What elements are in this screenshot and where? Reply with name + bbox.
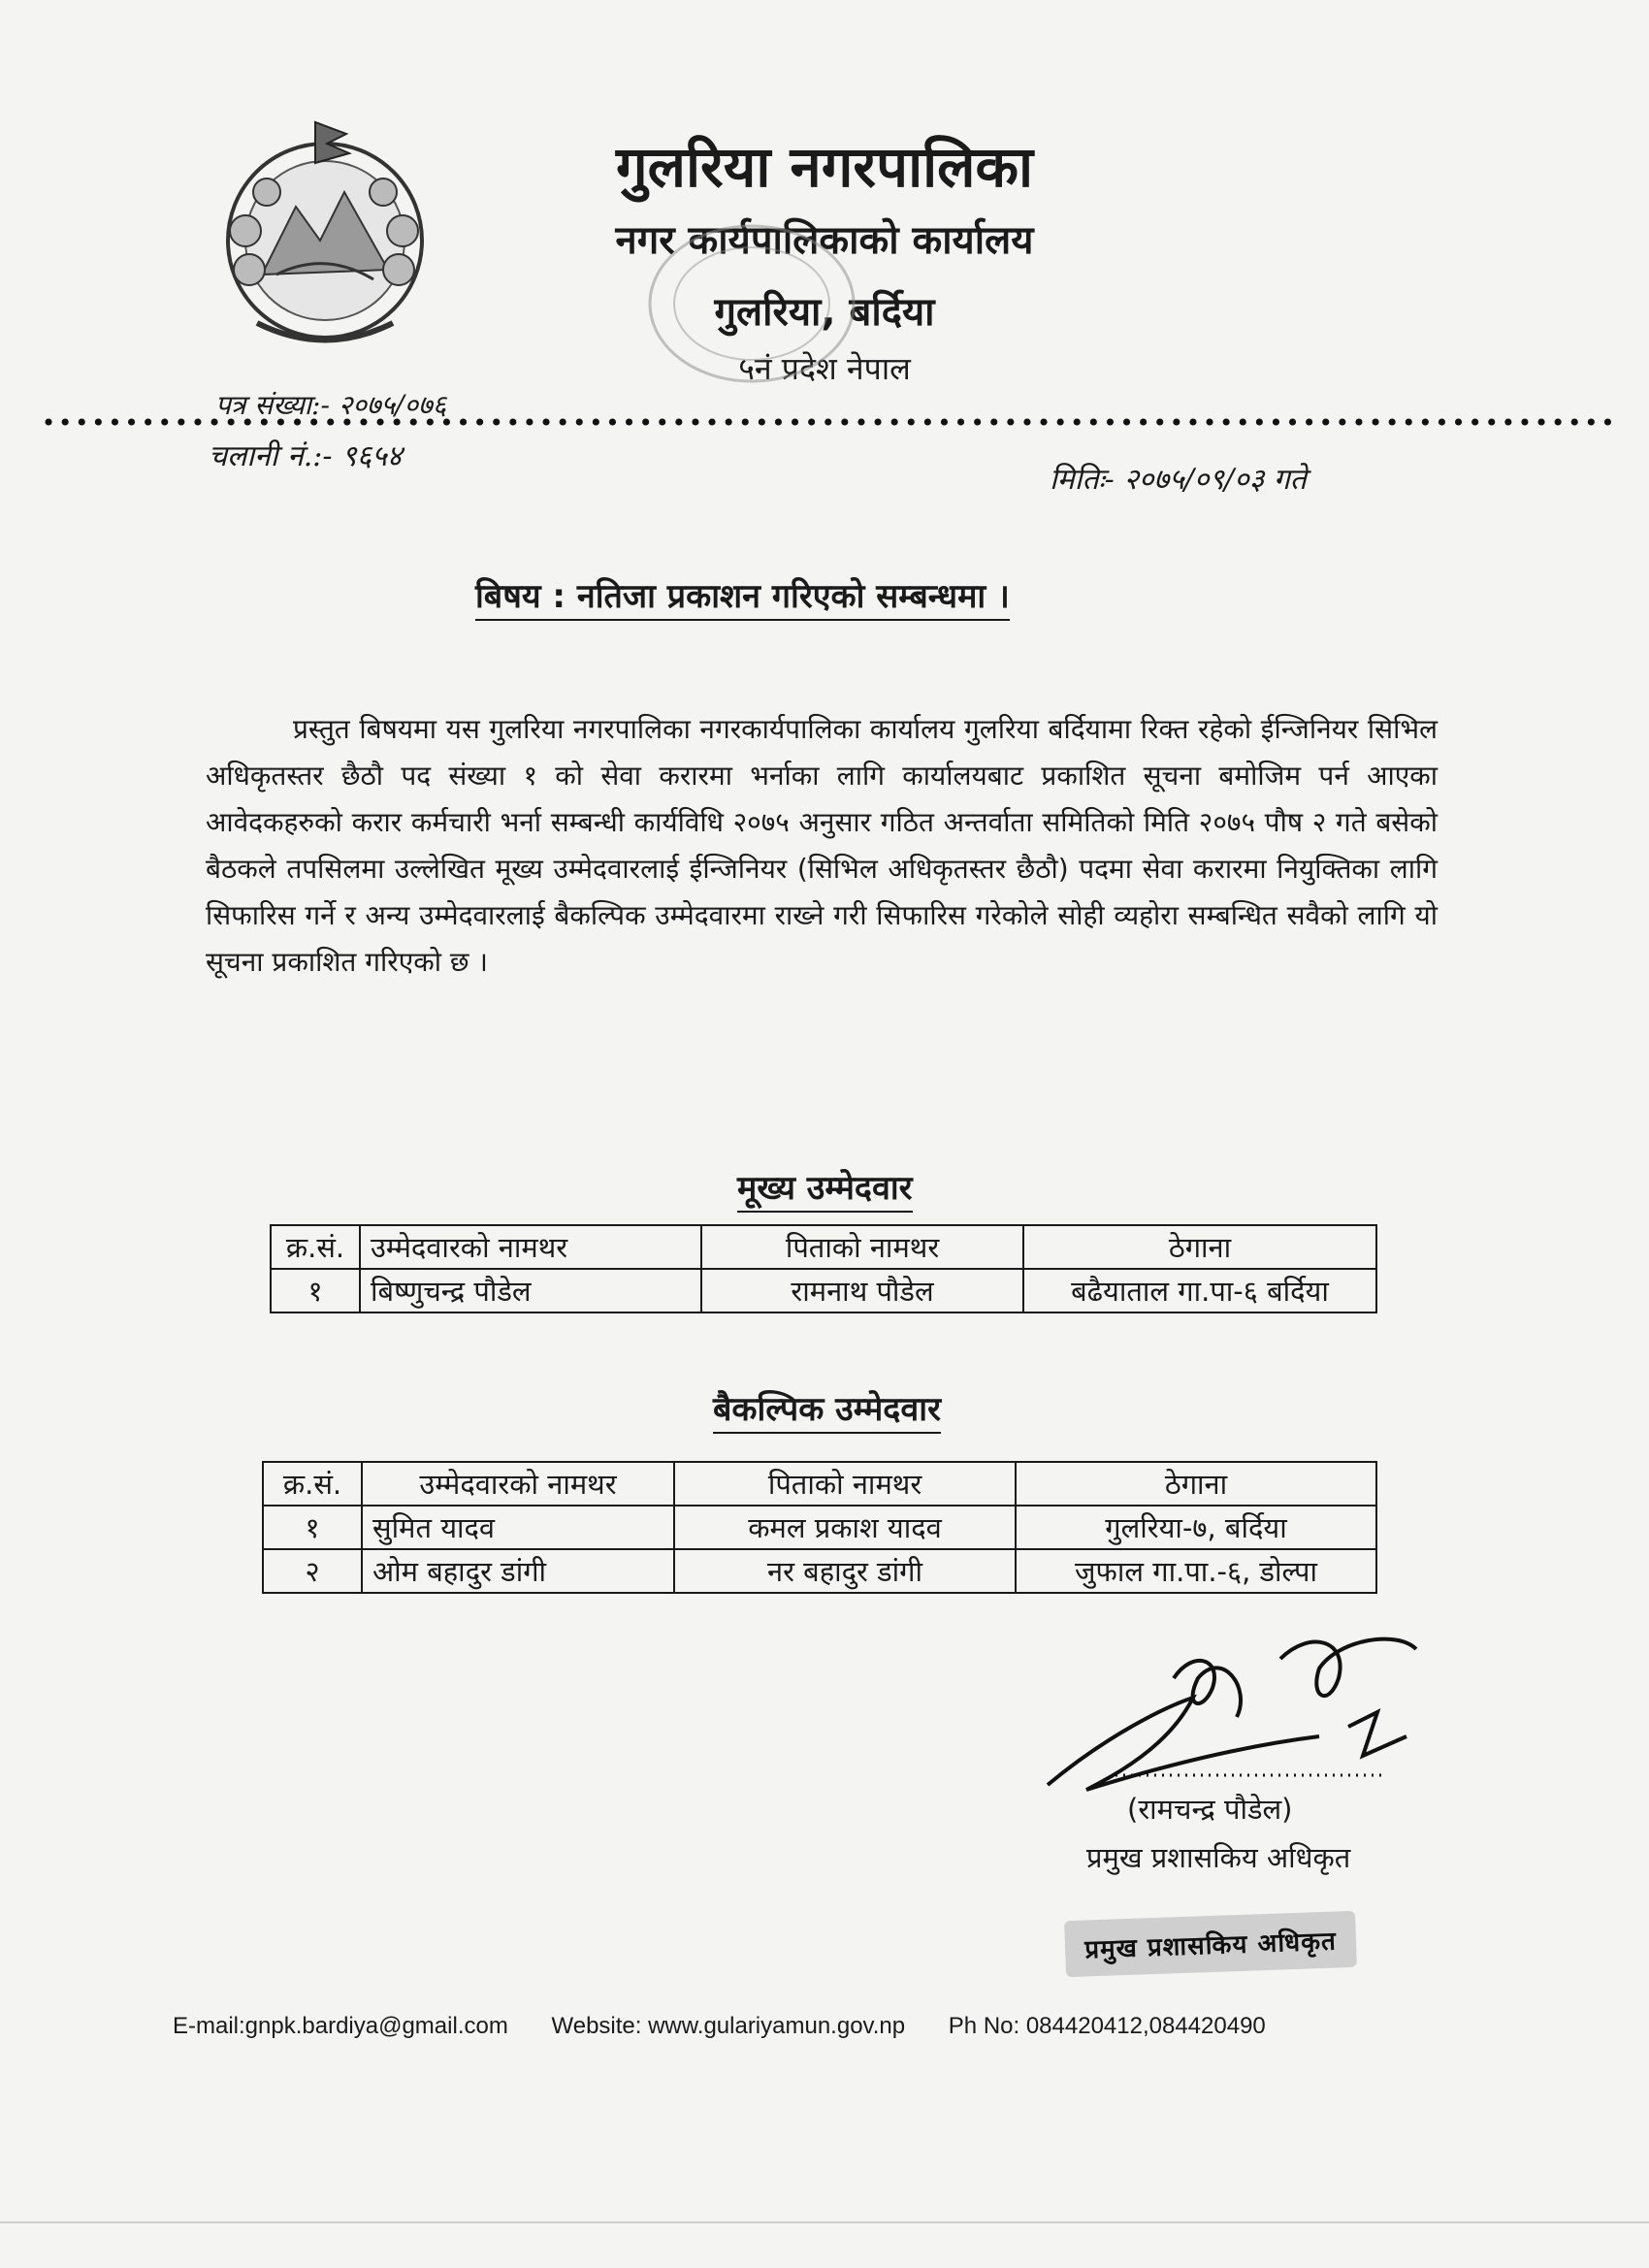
main-candidate-table bbox=[270, 1224, 1377, 1313]
column-header: उम्मेदवारको नामथर bbox=[360, 1225, 701, 1269]
municipality-name: गुलरिया नगरपालिका bbox=[615, 134, 1034, 200]
letter-reference-number: पत्र संख्या:- २०७५/०७६ bbox=[215, 389, 447, 421]
table-cell: गुलरिया-७, बर्दिया bbox=[1016, 1506, 1376, 1549]
table-cell: सुमित यादव bbox=[362, 1506, 674, 1549]
table-row bbox=[263, 1506, 1376, 1549]
table-header-row bbox=[263, 1462, 1376, 1506]
footer-phone: Ph No: 084420412,084420490 bbox=[948, 2013, 1266, 2039]
column-header: उम्मेदवारको नामथर bbox=[362, 1462, 674, 1506]
footer-email: E-mail:gnpk.bardiya@gmail.com bbox=[173, 2013, 508, 2039]
body-paragraph: प्रस्तुत बिषयमा यस गुलरिया नगरपालिका नगरकार्यपालिका कार्यालय गुलरिया बर्दियामा रिक्त रहेको ईन्जिनियर सिभिल अधिकृतस्तर छैठौ पद संख्या १ को सेवा करारमा भर्नाका लागि कार्यालयबाट प्रकाशित सूचना बमोजिम पर्न आएका आवेदकहरुको करार कर्मचारी भर्ना सम्बन्धी कार्यविधि २०७५ अनुसार गठित अन्तर्वाता समितिको मिति २०७५ पौष २ गते बसेको बैठकले तपसिलमा उल्लेखित मूख्य उम्मेदवारलाई ईन्जिनियर (सिभिल अधिकृतस्तर छैठौ) पदमा सेवा करारमा नियुक्तिका लागि सिफारिस गर्ने र अन्य उम्मेदवारलाई बैकल्पिक उम्मेदवारमा राख्ने गरी सिफारिस गरेकोले सोही व्यहोरा सम्बन्धित सवैको लागि यो सूचना प्रकाशित गरिएको छ । bbox=[206, 713, 1438, 978]
signatory-title: प्रमुख प्रशासकिय अधिकृत bbox=[1086, 1841, 1351, 1874]
table-cell: बढैयाताल गा.पा-६ बर्दिया bbox=[1023, 1269, 1376, 1312]
table-row bbox=[271, 1269, 1376, 1312]
table-cell: बिष्णुचन्द्र पौडेल bbox=[360, 1269, 701, 1312]
handwritten-signature bbox=[1028, 1620, 1455, 1814]
footer-website: Website: www.gulariyamun.gov.np bbox=[551, 2013, 906, 2039]
column-header: पिताको नामथर bbox=[701, 1225, 1023, 1269]
table-header-row bbox=[271, 1225, 1376, 1269]
office-seal-icon bbox=[635, 211, 868, 396]
letter-date: मितिः- २०७५/०९/०३ गते bbox=[1050, 463, 1307, 497]
table-cell: रामनाथ पौडेल bbox=[701, 1269, 1023, 1312]
official-stamp: प्रमुख प्रशासकिय अधिकृत bbox=[1064, 1911, 1357, 1977]
main-candidate-heading: मूख्य उम्मेदवार bbox=[737, 1164, 913, 1213]
column-header: पिताको नामथर bbox=[674, 1462, 1016, 1506]
office-name: नगर कार्यपालिकाको कार्यालय bbox=[615, 218, 1034, 263]
table-cell: कमल प्रकाश यादव bbox=[674, 1506, 1016, 1549]
table-cell: १ bbox=[263, 1506, 362, 1549]
table-cell: नर बहादुर डांगी bbox=[674, 1549, 1016, 1593]
subject-line: बिषय : नतिजा प्रकाशन गरिएको सम्बन्धमा । bbox=[475, 572, 1010, 621]
nepal-emblem-icon bbox=[209, 114, 441, 357]
table-row bbox=[263, 1549, 1376, 1593]
dispatch-number: चलानी नं.:- ९६५४ bbox=[209, 439, 403, 473]
column-header: क्र.सं. bbox=[271, 1225, 360, 1269]
column-header: क्र.सं. bbox=[263, 1462, 362, 1506]
table-cell: २ bbox=[263, 1549, 362, 1593]
office-place: गुलरिया, बर्दिया bbox=[714, 290, 935, 335]
column-header: ठेगाना bbox=[1016, 1462, 1376, 1506]
alternate-candidate-table bbox=[262, 1461, 1377, 1594]
page-edge-line bbox=[0, 2221, 1649, 2223]
dotted-divider bbox=[44, 407, 1615, 437]
alternate-candidate-heading: बैकल्पिक उम्मेदवार bbox=[713, 1385, 941, 1434]
table-cell: १ bbox=[271, 1269, 360, 1312]
signatory-name: (रामचन्द्र पौडेल) bbox=[1127, 1793, 1293, 1826]
column-header: ठेगाना bbox=[1023, 1225, 1376, 1269]
table-cell: जुफाल गा.पा.-६, डोल्पा bbox=[1016, 1549, 1376, 1593]
contact-footer bbox=[173, 2013, 1303, 2040]
table-cell: ओम बहादुर डांगी bbox=[362, 1549, 674, 1593]
province-line: ५नं प्रदेश नेपाल bbox=[738, 350, 911, 387]
